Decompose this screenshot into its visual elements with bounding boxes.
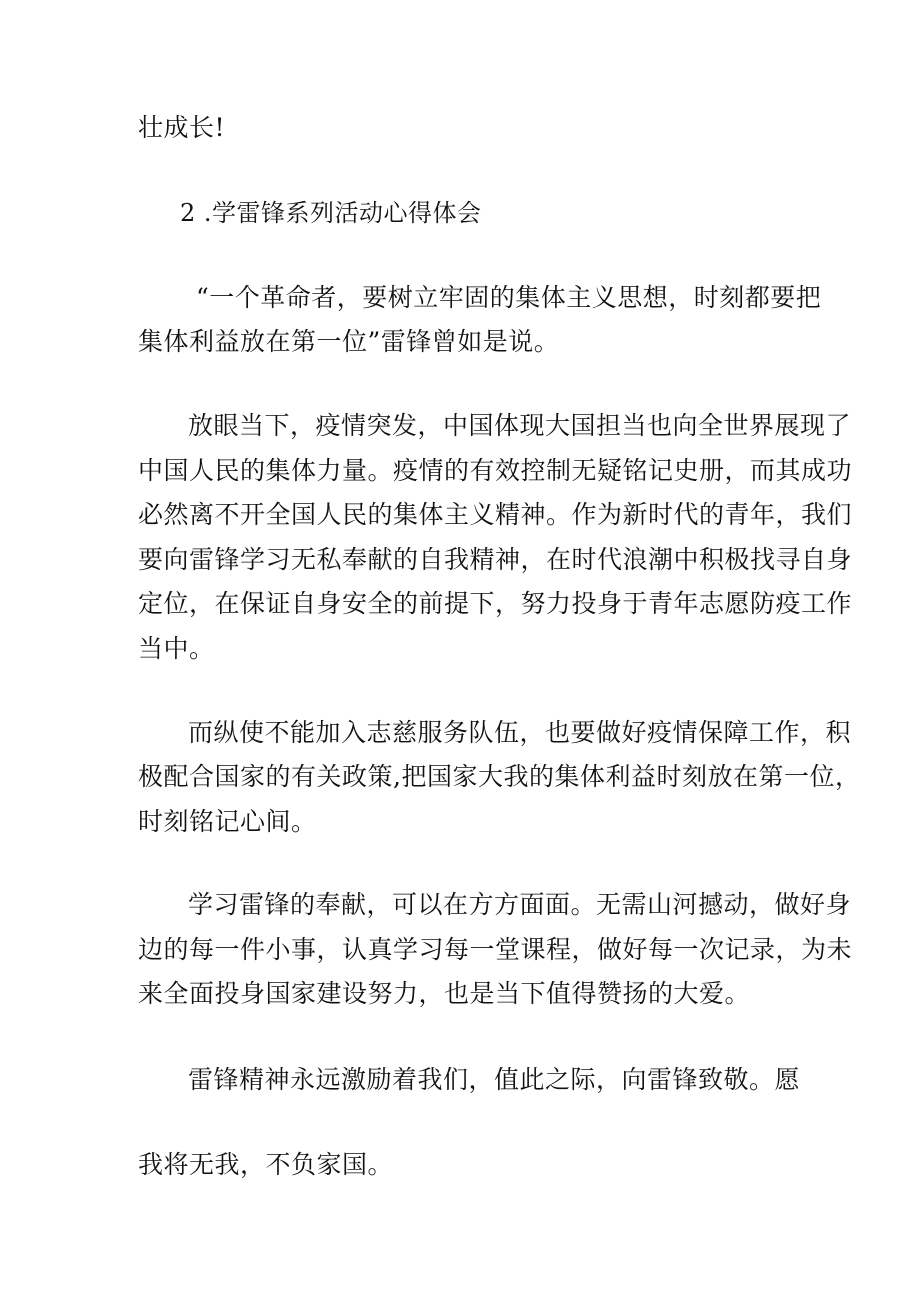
section-heading: 2 .学雷锋系列活动心得体会 <box>180 199 482 227</box>
paragraph-2-line-1: 而纵使不能加入志慈服务队伍，也要做好疫情保障工作，积 <box>188 718 852 747</box>
text-line-closing-prev: 壮成长! <box>138 113 226 142</box>
paragraph-1-line-1: 放眼当下，疫情突发，中国体现大国担当也向全世界展现了 <box>188 411 852 440</box>
paragraph-3-line-1: 学习雷锋的奉献，可以在方方面面。无需山河撼动，做好身 <box>188 890 852 919</box>
paragraph-3-line-2: 边的每一件小事，认真学习每一堂课程，做好每一次记录，为未 <box>138 935 853 964</box>
paragraph-1-line-5: 定位，在保证自身安全的前提下，努力投身于青年志愿防疫工作 <box>138 589 853 618</box>
quote-line-1: “一个革命者，要树立牢固的集体主义思想，时刻都要把 <box>196 283 822 312</box>
quote-line-2: 集体利益放在第一位”雷锋曾如是说。 <box>138 327 560 356</box>
paragraph-2-line-3: 时刻铭记心间。 <box>138 807 317 836</box>
paragraph-2-line-2: 极配合国家的有关政策,把国家大我的集体利益时刻放在第一位， <box>138 762 861 791</box>
paragraph-1-line-2: 中国人民的集体力量。疫情的有效控制无疑铭记史册，而其成功 <box>138 456 853 485</box>
paragraph-1-line-6: 当中。 <box>138 634 215 663</box>
paragraph-1-line-3: 必然离不开全国人民的集体主义精神。作为新时代的青年，我们 <box>138 500 853 529</box>
paragraph-3-line-3: 来全面投身国家建设努力，也是当下值得赞扬的大爱。 <box>138 979 751 1008</box>
paragraph-4-line-1: 雷锋精神永远激励着我们，值此之际，向雷锋致敬。愿 <box>188 1065 801 1094</box>
paragraph-4-line-2: 我将无我，不负家国。 <box>138 1150 394 1179</box>
paragraph-1-line-4: 要向雷锋学习无私奉献的自我精神，在时代浪潮中积极找寻自身 <box>138 545 853 574</box>
